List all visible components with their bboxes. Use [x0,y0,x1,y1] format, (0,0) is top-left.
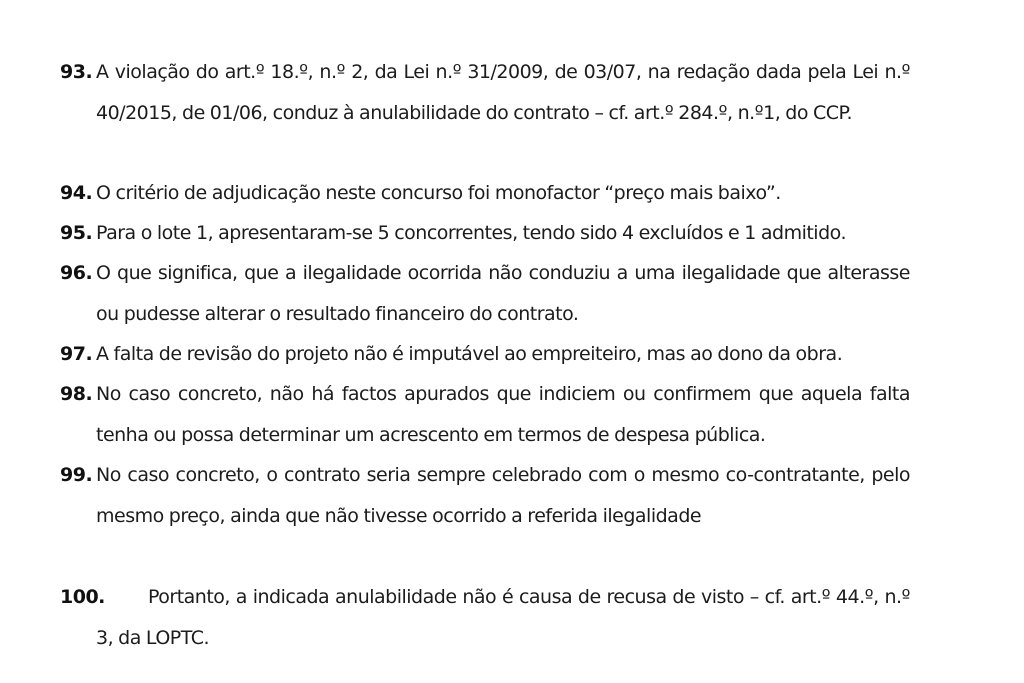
paragraph-text: A violação do art.º 18.º, n.º 2, da Lei n.º 31/2009, de 03/07, na redação dada pela Lei n.º 40/2015, de 01/06, conduz à anulabilidade do contrato – cf. art.º 284.º, n.º1, do CCP. [96,61,910,124]
paragraph-number: 100. [60,586,105,608]
paragraph-100 [60,577,910,658]
paragraph-98 [60,374,910,455]
paragraph-text: Para o lote 1, apresentaram-se 5 concorrentes, tendo sido 4 excluídos e 1 admitido. [96,222,846,244]
paragraph-number: 93. [60,61,93,83]
paragraph-95 [60,213,910,254]
paragraph-number: 98. [60,383,93,405]
paragraph-text: Portanto, a indicada anulabilidade não é causa de recusa de visto – cf. art.º 44.º, n.º 3, da LOPTC. [96,586,910,649]
paragraph-97 [60,334,910,375]
paragraph-93 [60,52,910,133]
paragraph-text: O critério de adjudicação neste concurso foi monofactor “preço mais baixo”. [96,182,781,204]
paragraph-94 [60,173,910,214]
paragraph-number: 97. [60,343,93,365]
paragraph-number: 94. [60,182,93,204]
paragraph-text: O que significa, que a ilegalidade ocorrida não conduziu a uma ilegalidade que alterasse ou pudesse alterar o resultado financeiro do contrato. [96,262,910,325]
paragraph-text: No caso concreto, não há factos apurados que indiciem ou confirmem que aquela falta tenha ou possa determinar um acrescento em termos de despesa pública. [96,383,910,446]
paragraph-text: No caso concreto, o contrato seria sempre celebrado com o mesmo co-contratante, pelo mesmo preço, ainda que não tivesse ocorrido a referida ilegalidade [96,464,910,527]
paragraph-number: 96. [60,262,93,284]
paragraph-99 [60,455,910,536]
paragraph-number: 95. [60,222,93,244]
paragraph-96 [60,253,910,334]
paragraph-text: A falta de revisão do projeto não é imputável ao empreiteiro, mas ao dono da obra. [96,343,843,365]
paragraph-number: 99. [60,464,93,486]
